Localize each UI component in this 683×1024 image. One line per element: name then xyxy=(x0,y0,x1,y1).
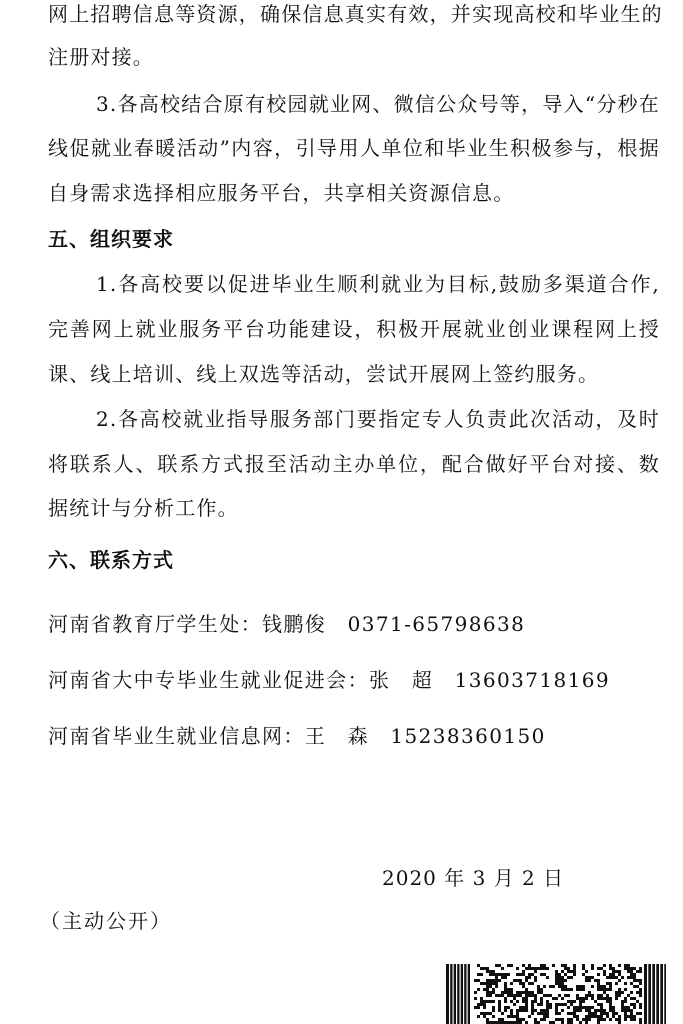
contact-line: 河南省大中专毕业生就业促进会：张 超 13603718169 xyxy=(48,668,610,692)
barcode-pattern xyxy=(446,964,666,1024)
paragraph-line: 据统计与分析工作。 xyxy=(48,496,239,520)
section-heading-contact: 六、联系方式 xyxy=(48,548,174,572)
paragraph-line: 网上招聘信息等资源，确保信息真实有效，并实现高校和毕业生的 xyxy=(48,2,663,26)
contact-line: 河南省毕业生就业信息网：王 森 15238360150 xyxy=(48,724,546,748)
contact-line: 河南省教育厅学生处：钱鹏俊 0371-65798638 xyxy=(48,612,526,636)
section-heading-organization: 五、组织要求 xyxy=(48,227,174,251)
paragraph-line: 课、线上培训、线上双选等活动，尝试开展网上签约服务。 xyxy=(48,362,600,386)
paragraph-line: 3.各高校结合原有校园就业网、微信公众号等，导入“分秒在 xyxy=(96,92,660,116)
paragraph-line: 1.各高校要以促进毕业生顺利就业为目标,鼓励多渠道合作, xyxy=(96,272,660,296)
disclosure-label: （主动公开） xyxy=(40,909,172,933)
paragraph-line: 线促就业春暖活动”内容，引导用人单位和毕业生积极参与，根据 xyxy=(48,136,660,160)
paragraph-line: 完善网上就业服务平台功能建设，积极开展就业创业课程网上授 xyxy=(48,317,660,341)
document-date: 2020 年 3 月 2 日 xyxy=(382,866,565,890)
paragraph-line: 自身需求选择相应服务平台，共享相关资源信息。 xyxy=(48,181,515,205)
paragraph-line: 将联系人、联系方式报至活动主办单位，配合做好平台对接、数 xyxy=(48,452,660,476)
barcode-image xyxy=(446,964,666,1024)
paragraph-line: 2.各高校就业指导服务部门要指定专人负责此次活动，及时 xyxy=(96,407,660,431)
paragraph-line: 注册对接。 xyxy=(48,45,154,69)
